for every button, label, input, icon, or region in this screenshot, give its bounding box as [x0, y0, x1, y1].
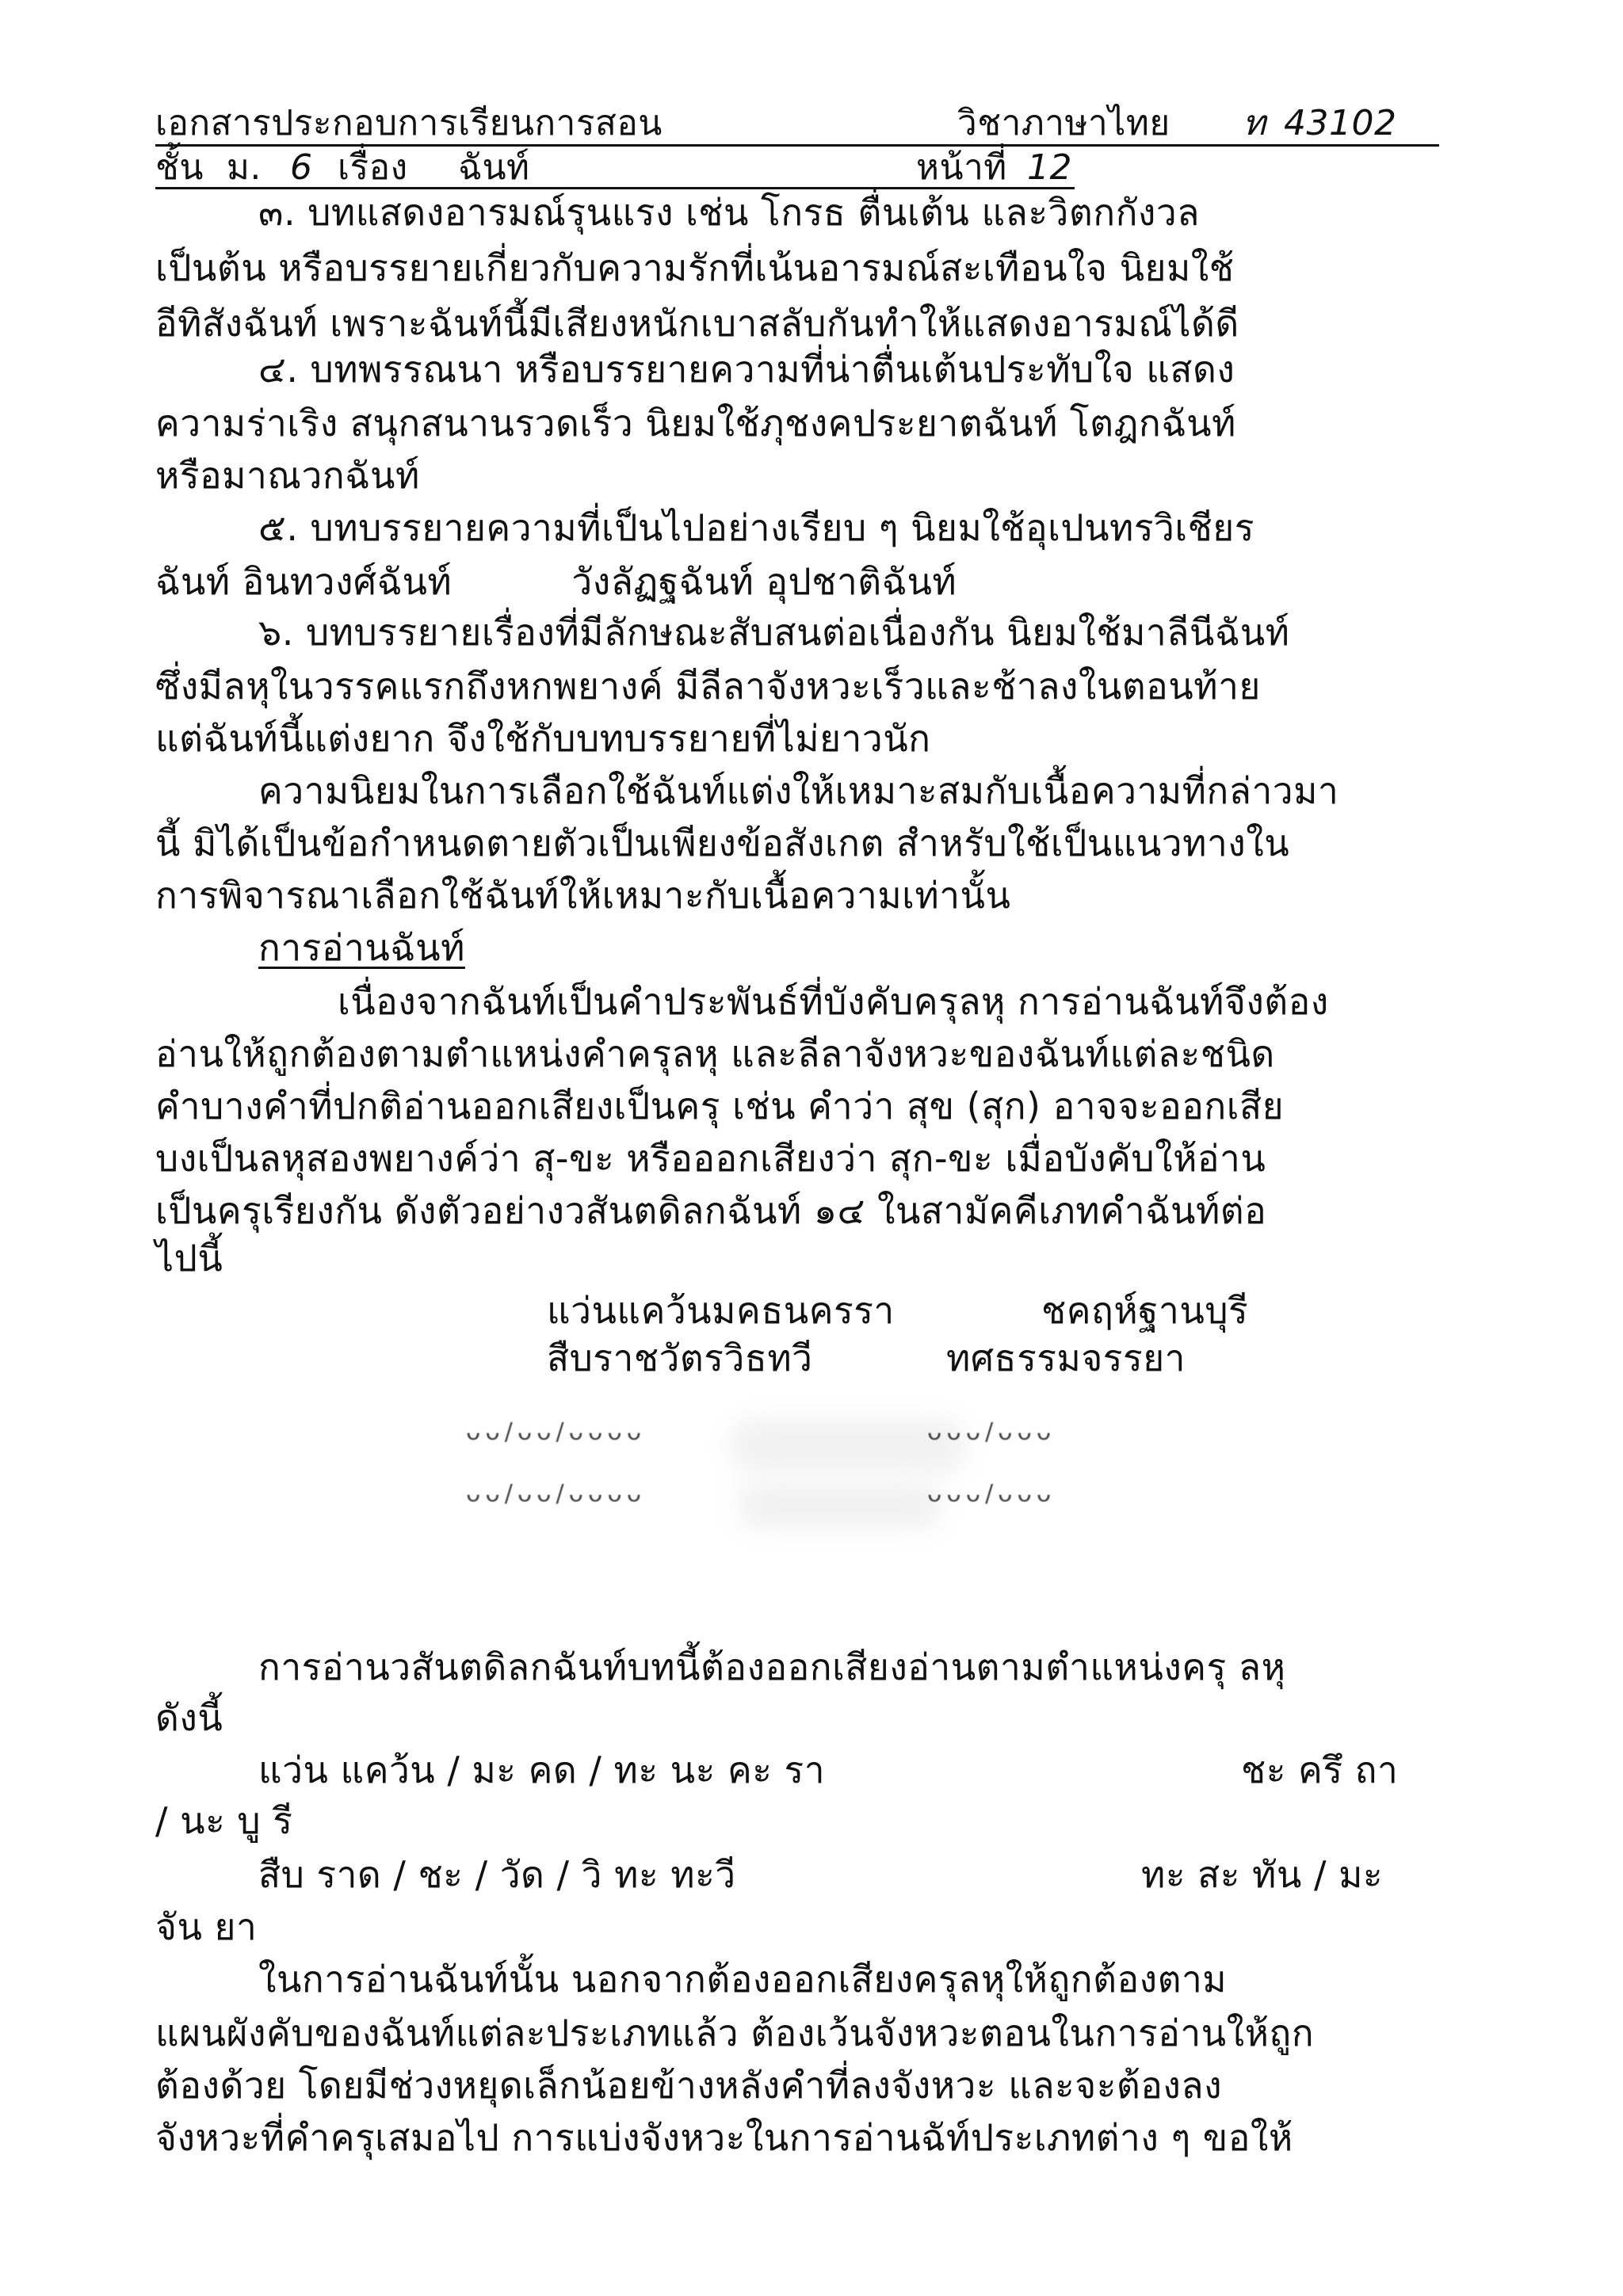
- scansion-row-2a: ᴗᴗ/ᴗᴗ/ᴗᴗᴗᴗ: [466, 1480, 647, 1508]
- body-line: ความร่าเริง สนุกสนานรวดเร็ว นิยมใช้ภุชงคประยาตฉันท์ โตฎกฉันท์: [155, 402, 1236, 444]
- header-rule-2: [155, 187, 1075, 189]
- body-line: อีทิสังฉันท์ เพราะฉันท์นี้มีเสียงหนักเบาสลับกันทำให้แสดงอารมณ์ได้ดี: [155, 302, 1239, 345]
- reading-line-1c: / นะ บู รี: [155, 1799, 293, 1842]
- body-line: ๖. บทบรรยายเรื่องที่มีลักษณะสับสนต่อเนื่องกัน นิยมใช้มาลีนีฉันท์: [258, 611, 1290, 654]
- body-line: แผนผังคับของฉันท์แต่ละประเภทแล้ว ต้องเว้นจังหวะตอนในการอ่านให้ถูก: [155, 2012, 1315, 2054]
- reading-line-1a: แว่น แคว้น / มะ คด / ทะ นะ คะ รา: [258, 1749, 826, 1791]
- grade-prefix: ชั้น ม.: [155, 147, 262, 188]
- body-line: หรือมาณวกฉันท์: [155, 454, 420, 497]
- reading-line-1b: ชะ ครึ ถา: [1241, 1749, 1399, 1791]
- scansion-row-2b: ᴗᴗᴗ/ᴗᴗᴗ: [927, 1480, 1056, 1508]
- body-line: แต่ฉันท์นี้แต่งยาก จึงใช้กับบทบรรยายที่ไม่ยาวนัก: [155, 717, 931, 760]
- body-line: ดังนี้: [155, 1696, 223, 1739]
- scan-smudge: [737, 1482, 943, 1529]
- body-line: ต้องด้วย โดยมีช่วงหยุดเล็กน้อยข้างหลังคำที่ลงจังหวะ และจะต้องลง: [155, 2064, 1223, 2107]
- body-line: นี้ มิได้เป็นข้อกำหนดตายตัวเป็นเพียงข้อสังเกต สำหรับใช้เป็นแนวทางใน: [155, 822, 1290, 864]
- course-code-prefix: ท: [1243, 103, 1266, 143]
- body-line: ซึ่งมีลหุในวรรคแรกถึงหกพยางค์ มีลีลาจังหวะเร็วและช้าลงในตอนท้าย: [155, 665, 1261, 707]
- body-line: เป็นครุเรียงกัน ดังตัวอย่างวสันตดิลกฉันท์ ๑๔ ในสามัคคีเภทคำฉันท์ต่อ: [155, 1189, 1267, 1232]
- poem-line-1b: ชคฤห์ฐานบุรี: [1041, 1289, 1249, 1332]
- subject-label: วิชาภาษาไทย: [957, 103, 1170, 143]
- page-number: 12: [1027, 147, 1072, 188]
- body-line: ในการอ่านฉันท์นั้น นอกจากต้องออกเสียงครุลหุให้ถูกต้องตาม: [258, 1958, 1228, 2000]
- poem-line-1a: แว่นแคว้นมคธนครรา: [547, 1289, 895, 1332]
- page-label: หน้าที่: [916, 147, 1007, 188]
- reading-line-2b: ทะ สะ ทัน / มะ: [1141, 1853, 1384, 1896]
- body-line: ฉันท์ อินทวงศ์ฉันท์ วังลัฏฐฉันท์ อุปชาติฉันท์: [155, 560, 957, 603]
- body-line: อ่านให้ถูกต้องตามตำแหน่งคำครุลหุ และลีลาจังหวะของฉันท์แต่ละชนิด: [155, 1032, 1275, 1075]
- body-line: การอ่านวสันตดิลกฉันท์บทนี้ต้องออกเสียงอ่านตามตำแหน่งครุ ลหุ: [258, 1646, 1286, 1688]
- scansion-row-1a: ᴗᴗ/ᴗᴗ/ᴗᴗᴗᴗ: [466, 1418, 647, 1446]
- reading-line-2c: จัน ยา: [155, 1905, 258, 1948]
- reading-line-2a: สืบ ราด / ชะ / วัด / วิ ทะ ทะวี: [258, 1853, 736, 1896]
- course-code: 43102: [1284, 103, 1397, 143]
- body-line: บงเป็นลหุสองพยางค์ว่า สุ-ขะ หรือออกเสียงว่า สุก-ขะ เมื่อบังคับให้อ่าน: [155, 1137, 1266, 1180]
- poem-line-2a: สืบราชวัตรวิธทวี: [547, 1337, 813, 1379]
- body-line: ๓. บทแสดงอารมณ์รุนแรง เช่น โกรธ ตื่นเต้น และวิตกกังวล: [258, 191, 1200, 234]
- section-heading: การอ่านฉันท์: [258, 926, 465, 969]
- body-line: คำบางคำที่ปกติอ่านออกเสียงเป็นครุ เช่น คำว่า สุข (สุก) อาจจะออกเสีย: [155, 1085, 1285, 1127]
- body-line: เนื่องจากฉันท์เป็นคำประพันธ์ที่บังคับครุลหุ การอ่านฉันท์จึงต้อง: [338, 980, 1329, 1023]
- body-line: การพิจารณาเลือกใช้ฉันท์ให้เหมาะกับเนื้อความเท่านั้น: [155, 874, 1011, 917]
- body-line: ๕. บทบรรยายความที่เป็นไปอย่างเรียบ ๆ นิยมใช้อุเปนทรวิเชียร: [258, 506, 1254, 549]
- body-line: จังหวะที่คำครุเสมอไป การแบ่งจังหวะในการอ่านฉัท์ประเภทต่าง ๆ ขอให้: [155, 2116, 1293, 2159]
- body-line: ๔. บทพรรณนา หรือบรรยายความที่น่าตื่นเต้นประทับใจ แสดง: [258, 348, 1235, 391]
- topic-name: ฉันท์: [458, 147, 530, 188]
- grade-number: 6: [290, 147, 313, 188]
- body-line: ความนิยมในการเลือกใช้ฉันท์แต่งให้เหมาะสมกับเนื้อความที่กล่าวมา: [258, 769, 1339, 812]
- topic-label: เรื่อง: [338, 147, 408, 188]
- body-line: ไปนี้: [155, 1237, 223, 1280]
- poem-line-2b: ทศธรรมจรรยา: [946, 1337, 1186, 1379]
- body-line: เป็นต้น หรือบรรยายเกี่ยวกับความรักที่เน้นอารมณ์สะเทือนใจ นิยมใช้: [155, 246, 1235, 289]
- scansion-row-1b: ᴗᴗᴗ/ᴗᴗᴗ: [927, 1418, 1056, 1446]
- doc-title: เอกสารประกอบการเรียนการสอน: [155, 103, 663, 143]
